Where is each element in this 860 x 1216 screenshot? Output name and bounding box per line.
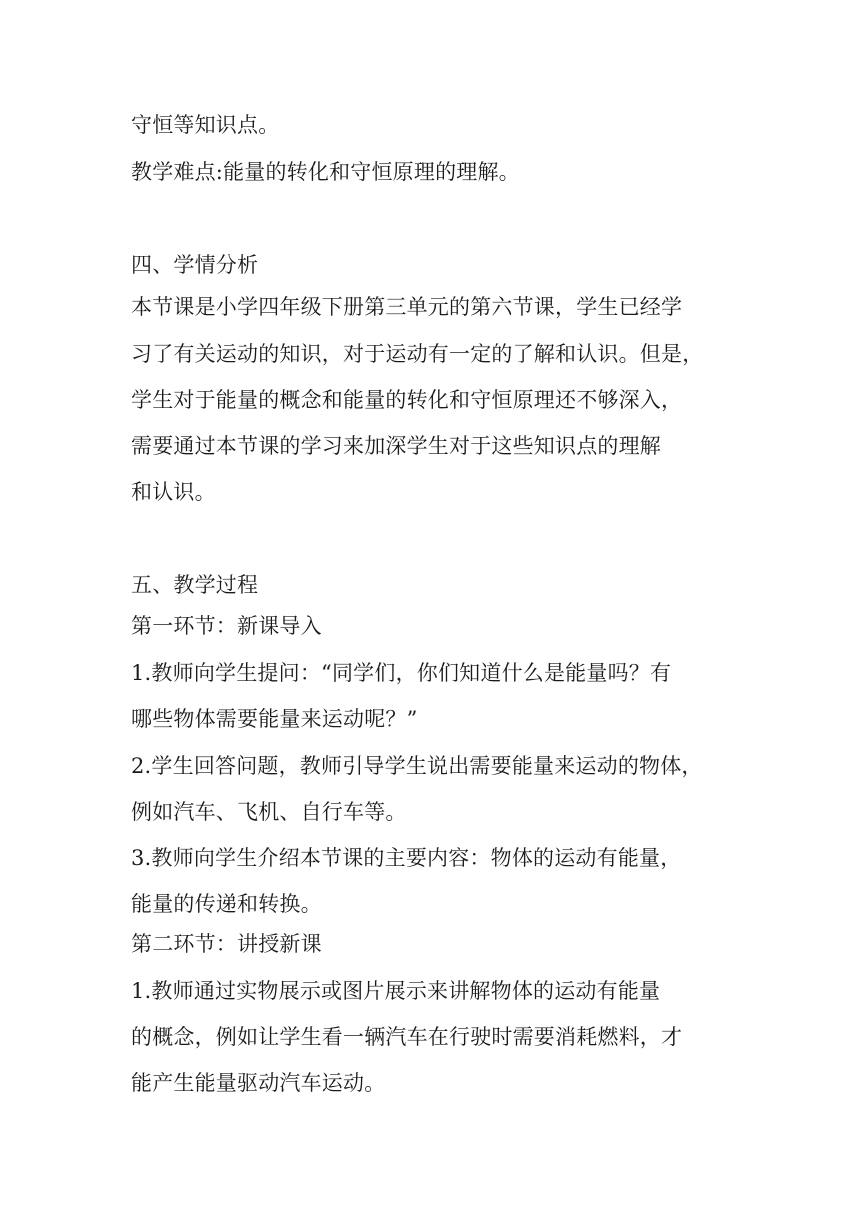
section-heading: 五、教学过程 [131,573,259,597]
text-line: 和认识。 [131,480,216,504]
subsection-heading: 第一环节：新课导入 [131,614,322,638]
text-line: 能产生能量驱动汽车运动。 [131,1071,386,1095]
text-line: 学生对于能量的概念和能量的转化和守恒原理还不够深入， [131,388,683,412]
text-line: 例如汽车、飞机、自行车等。 [131,800,407,824]
text-line: 3.教师向学生介绍本节课的主要内容：物体的运动有能量， [131,846,682,870]
text-line: 能量的传递和转换。 [131,892,322,916]
text-line: 守恒等知识点。 [131,113,280,137]
text-line: 需要通过本节课的学习来加深学生对于这些知识点的理解 [131,434,661,458]
text-line: 本节课是小学四年级下册第三单元的第六节课，学生已经学 [131,295,683,319]
text-line: 习了有关运动的知识，对于运动有一定的了解和认识。但是， [131,342,704,366]
text-line: 1.教师向学生提问：“同学们，你们知道什么是能量吗？有 [131,661,672,685]
subsection-heading: 第二环节：讲授新课 [131,932,322,956]
text-line: 2.学生回答问题，教师引导学生说出需要能量来运动的物体， [131,754,703,778]
text-line: 哪些物体需要能量来运动呢？” [131,707,418,731]
section-heading: 四、学情分析 [131,253,259,277]
text-line: 教学难点:能量的转化和守恒原理的理解。 [131,160,520,184]
text-line: 的概念，例如让学生看一辆汽车在行驶时需要消耗燃料，才 [131,1025,683,1049]
text-line: 1.教师通过实物展示或图片展示来讲解物体的运动有能量 [131,979,661,1003]
